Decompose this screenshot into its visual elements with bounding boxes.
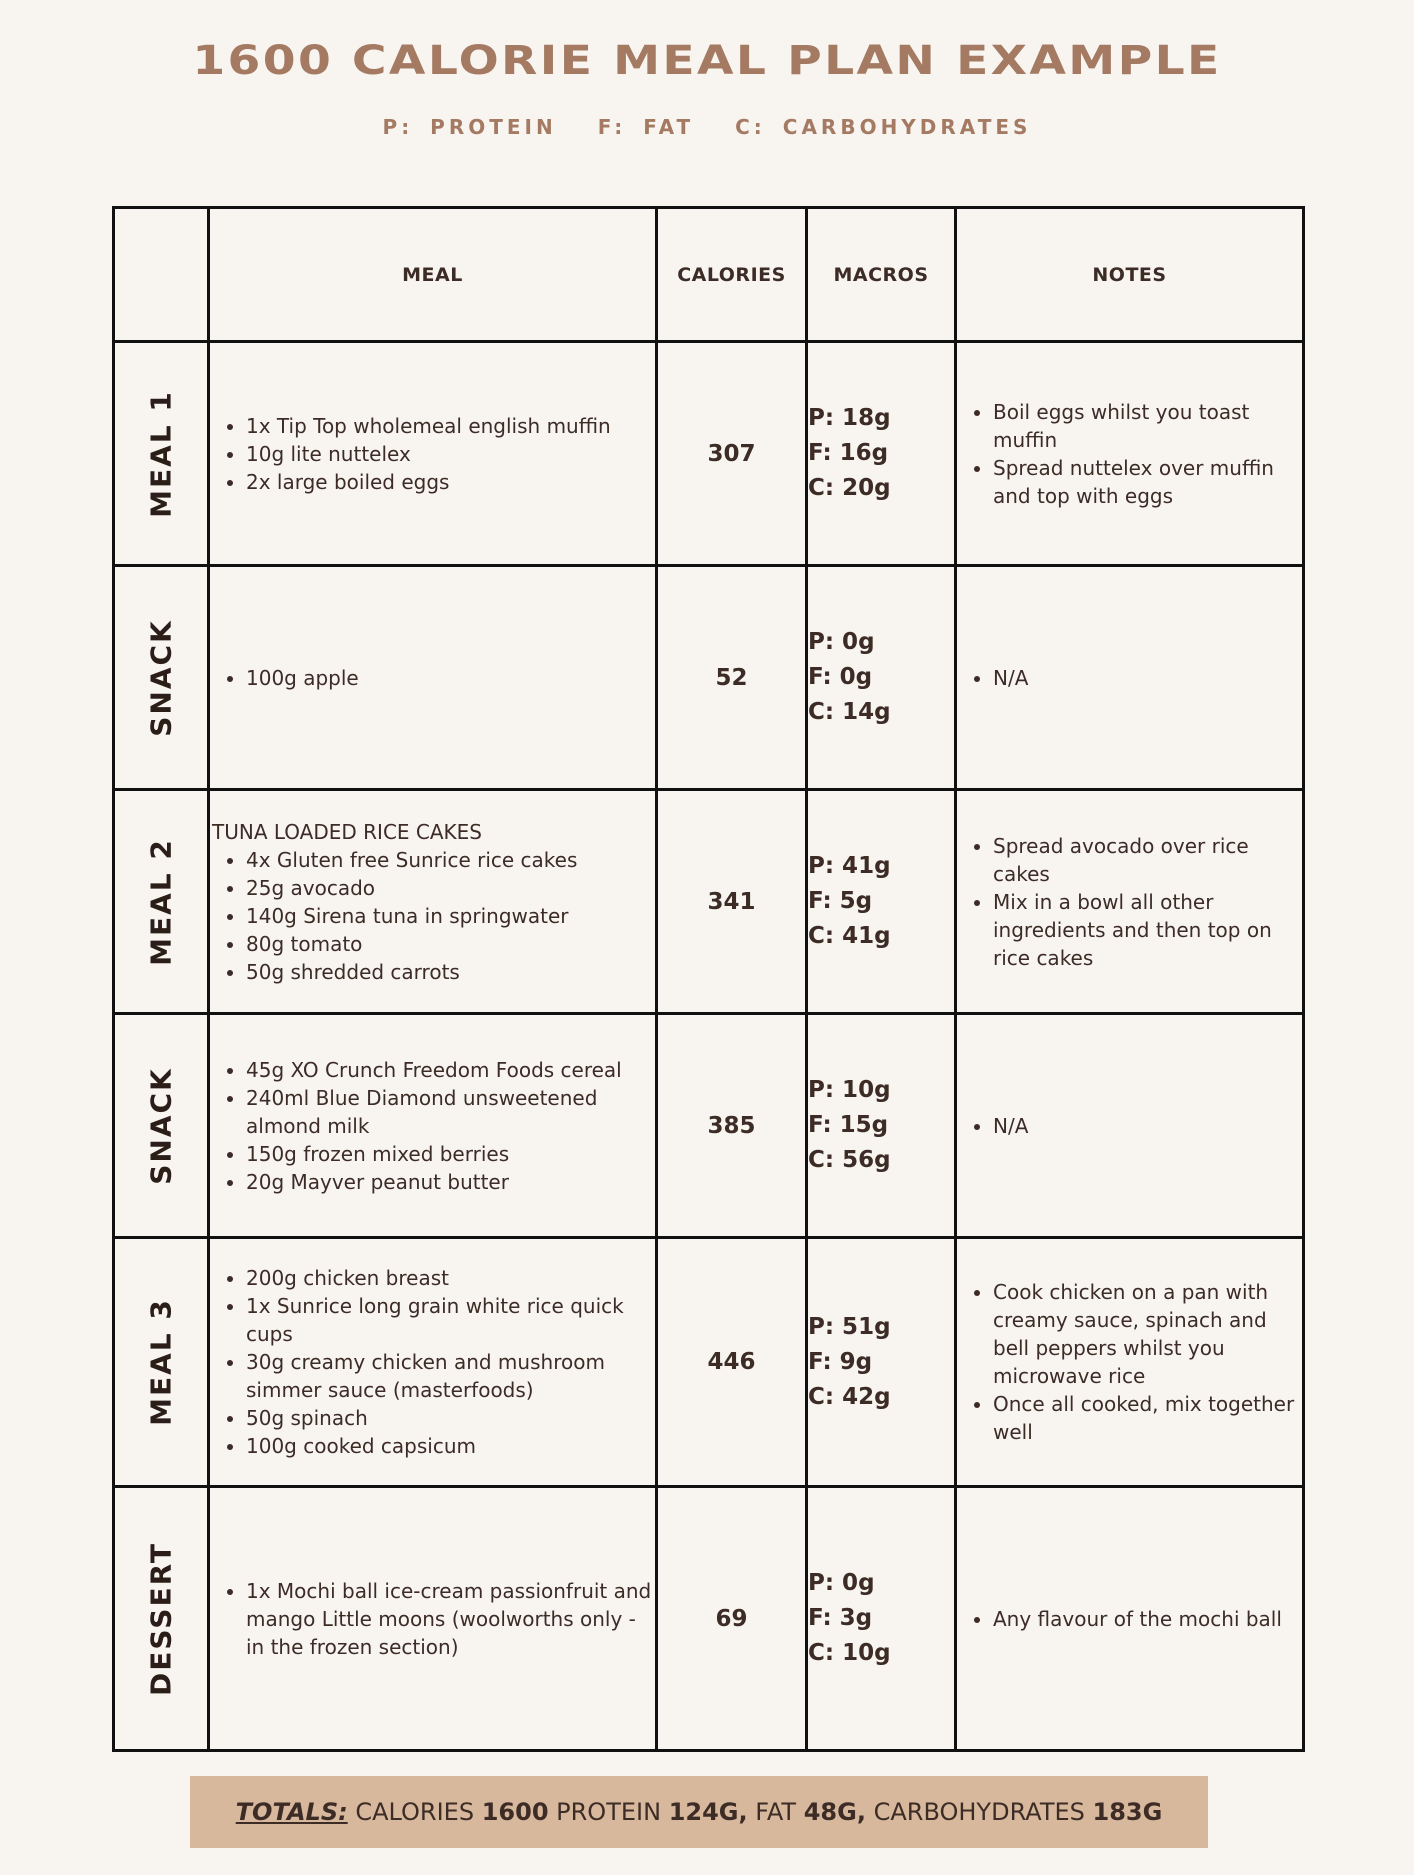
macros-cell	[807, 1487, 956, 1751]
list-item: • 140g Sirena tuna in springwater	[246, 902, 655, 930]
list-item: • 45g XO Crunch Freedom Foods cereal	[246, 1056, 655, 1084]
meal-plan-table	[112, 206, 1305, 1752]
notes-list	[957, 1112, 1302, 1140]
macro-value: C: 41g	[808, 923, 891, 949]
totals-label: TOTALS:	[235, 1798, 348, 1826]
meal-cell	[209, 1487, 657, 1751]
notes-list	[957, 832, 1302, 972]
macro-value: P: 41g	[808, 853, 891, 879]
calories-cell: 307	[657, 342, 807, 566]
calories-cell: 385	[657, 1014, 807, 1238]
row-label: SNACK	[144, 1066, 178, 1185]
list-item: • 2x large boiled eggs	[246, 468, 655, 496]
calories-cell: 52	[657, 566, 807, 790]
list-item: • 30g creamy chicken and mushroom simmer sauce (masterfoods)	[246, 1348, 655, 1404]
list-item: • 100g cooked capsicum	[246, 1432, 655, 1460]
list-item: • 10g lite nuttelex	[246, 440, 655, 468]
totals-protein: 124G,	[668, 1798, 748, 1826]
totals-carbs-text: CARBOHYDRATES	[873, 1798, 1085, 1826]
macro-value: P: 51g	[808, 1313, 891, 1340]
calories-cell: 69	[657, 1487, 807, 1751]
macro-value: P: 18g	[808, 405, 891, 431]
list-item: • 80g tomato	[246, 930, 655, 958]
table-row	[114, 1487, 1304, 1751]
meal-heading: TUNA LOADED RICE CAKES	[212, 819, 482, 844]
totals-fat-text: FAT	[755, 1798, 797, 1826]
meal-cell	[209, 1238, 657, 1487]
meal-items-list	[210, 1264, 655, 1460]
list-item: • Spread avocado over rice cakes	[993, 832, 1302, 888]
totals-bar	[190, 1776, 1208, 1848]
meal-items-list	[210, 664, 655, 692]
macros-cell	[807, 790, 956, 1014]
row-label-cell	[114, 566, 209, 790]
notes-cell	[956, 1014, 1304, 1238]
header-macros: MACROS	[807, 208, 956, 342]
list-item: • 4x Gluten free Sunrice rice cakes	[246, 846, 655, 874]
row-label: DESSERT	[144, 1541, 178, 1696]
row-label: SNACK	[144, 618, 178, 737]
table-row	[114, 342, 1304, 566]
meal-items-list	[210, 1577, 655, 1661]
list-item: • 1x Mochi ball ice-cream passionfruit and mango Little moons (woolworths only - in the frozen section)	[246, 1577, 655, 1661]
list-item: • 20g Mayver peanut butter	[246, 1168, 655, 1196]
macro-value: F: 5g	[808, 888, 873, 914]
macros-cell	[807, 566, 956, 790]
macro-value: C: 14g	[808, 699, 891, 725]
macro-value: C: 20g	[808, 475, 891, 501]
macro-value: P: 10g	[808, 1077, 891, 1103]
header-meal: MEAL	[209, 208, 657, 342]
meal-cell	[209, 790, 657, 1014]
notes-cell	[956, 342, 1304, 566]
notes-cell	[956, 1238, 1304, 1487]
macro-value: F: 0g	[808, 664, 873, 690]
row-label-cell	[114, 342, 209, 566]
notes-cell	[956, 1487, 1304, 1751]
header-notes: NOTES	[956, 208, 1304, 342]
notes-list	[957, 398, 1302, 510]
macro-value: F: 3g	[808, 1605, 873, 1631]
row-label-cell	[114, 1014, 209, 1238]
totals-calories: 1600	[481, 1798, 549, 1826]
list-item: • Cook chicken on a pan with creamy sauce, spinach and bell peppers whilst you microwave rice	[993, 1278, 1302, 1390]
table-header-row	[114, 208, 1304, 342]
list-item: • 200g chicken breast	[246, 1264, 655, 1292]
macros-cell	[807, 1238, 956, 1487]
header-calories: CALORIES	[657, 208, 807, 342]
list-item: • Mix in a bowl all other ingredients and then top on rice cakes	[993, 888, 1302, 972]
totals-calories-text: CALORIES	[355, 1798, 475, 1826]
row-label: MEAL 3	[144, 1298, 178, 1426]
totals-fat: 48G,	[803, 1798, 866, 1826]
list-item: • Any flavour of the mochi ball	[993, 1605, 1302, 1633]
calories-cell: 341	[657, 790, 807, 1014]
calories-cell: 446	[657, 1238, 807, 1487]
table-row	[114, 1238, 1304, 1487]
list-item: • 1x Tip Top wholemeal english muffin	[246, 412, 655, 440]
totals-protein-text: PROTEIN	[556, 1798, 662, 1826]
macro-value: F: 15g	[808, 1112, 889, 1138]
meal-items-list	[210, 412, 655, 496]
list-item: • Once all cooked, mix together well	[993, 1390, 1302, 1446]
list-item: • 240ml Blue Diamond unsweetened almond milk	[246, 1084, 655, 1140]
legend-fat: F: FAT	[597, 115, 695, 139]
macro-value: F: 9g	[808, 1348, 873, 1375]
legend-carbs: C: CARBOHYDRATES	[735, 115, 1032, 139]
table-row	[114, 566, 1304, 790]
list-item: • N/A	[993, 664, 1302, 692]
notes-list	[957, 1605, 1302, 1633]
meal-items-list	[210, 1056, 655, 1196]
notes-cell	[956, 790, 1304, 1014]
meal-items-list	[210, 846, 655, 986]
totals-carbs: 183G	[1092, 1798, 1163, 1826]
macros-cell	[807, 342, 956, 566]
row-label: MEAL 2	[144, 837, 178, 966]
notes-cell	[956, 566, 1304, 790]
notes-list	[957, 1278, 1302, 1446]
macro-value: C: 10g	[808, 1640, 891, 1666]
meal-cell	[209, 342, 657, 566]
list-item: • N/A	[993, 1112, 1302, 1140]
page-title: 1600 CALORIE MEAL PLAN EXAMPLE	[192, 38, 1222, 84]
row-label-cell	[114, 1487, 209, 1751]
macros-cell	[807, 1014, 956, 1238]
row-label: MEAL 1	[144, 389, 178, 518]
notes-list	[957, 664, 1302, 692]
list-item: • 100g apple	[246, 664, 655, 692]
list-item: • 1x Sunrice long grain white rice quick cups	[246, 1292, 655, 1348]
macro-value: C: 56g	[808, 1147, 891, 1173]
list-item: • 50g shredded carrots	[246, 958, 655, 986]
row-label-cell	[114, 790, 209, 1014]
list-item: • 50g spinach	[246, 1404, 655, 1432]
macro-value: F: 16g	[808, 440, 889, 466]
list-item: • 150g frozen mixed berries	[246, 1140, 655, 1168]
legend-protein: P: PROTEIN	[382, 115, 557, 139]
macro-value: P: 0g	[808, 629, 875, 655]
list-item: • 25g avocado	[246, 874, 655, 902]
row-label-cell	[114, 1238, 209, 1487]
macro-value: C: 42g	[808, 1383, 891, 1410]
meal-cell	[209, 566, 657, 790]
list-item: • Boil eggs whilst you toast muffin	[993, 398, 1302, 454]
list-item: • Spread nuttelex over muffin and top with eggs	[993, 454, 1302, 510]
header-blank	[114, 208, 209, 342]
macro-value: P: 0g	[808, 1570, 875, 1596]
table-row	[114, 1014, 1304, 1238]
table-row	[114, 790, 1304, 1014]
meal-cell	[209, 1014, 657, 1238]
macro-legend	[0, 115, 1414, 139]
